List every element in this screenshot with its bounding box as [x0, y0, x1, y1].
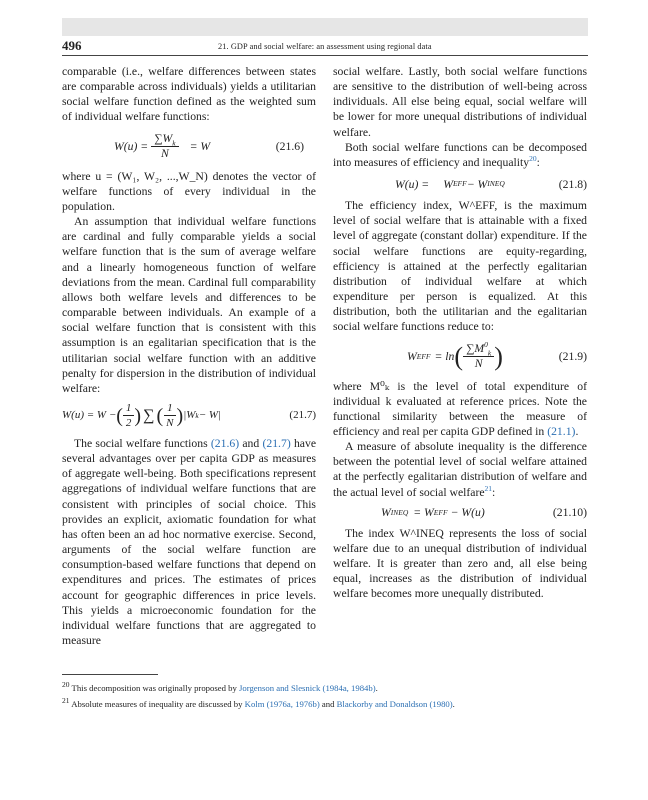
footnote-rule	[62, 674, 158, 675]
equation-link[interactable]: (21.1)	[547, 424, 576, 438]
eq-fraction: $\frac{1}{N}$	[163, 401, 176, 430]
equation-number: (21.7)	[289, 409, 316, 422]
eq-denominator: N	[161, 147, 169, 161]
header-bar	[62, 18, 588, 36]
footnote-ref[interactable]: 21	[484, 483, 493, 493]
eq-rhs: = W	[189, 140, 211, 154]
equation-21-10: W INEQ = W EFF − W(u) (21.10)	[381, 506, 587, 520]
left-column	[62, 64, 316, 648]
paragraph: comparable (i.e., welfare differences between states are comparable across individuals) yields a utilitarian social welfare function defined as the weighted sum of individual welfare functions:	[62, 65, 316, 124]
equation-number: (21.8)	[558, 177, 587, 191]
page-number: 496	[62, 38, 82, 53]
eq-fraction: $\frac{1}{2}$	[123, 401, 135, 430]
equation-number: (21.10)	[552, 506, 587, 520]
eq-sum: ∑	[143, 407, 155, 425]
header-rule	[62, 55, 588, 56]
paragraph: where u = (W₁, W₂, ...,W_N) denotes the vector of welfare functions of every individual in the population.	[62, 169, 316, 213]
eq-lhs: W(u) =	[114, 140, 149, 154]
paragraph: A measure of absolute inequality is the difference between the potential level of social welfare attained at the perfectly egalitarian distribution of welfare and the actual level of social welfare$^{21}$:	[333, 440, 587, 499]
equation-number: (21.6)	[275, 140, 304, 154]
citation-link[interactable]: Kolm (1976a, 1976b)	[244, 699, 320, 709]
equation-21-6	[62, 125, 316, 169]
equation-number: (21.9)	[558, 349, 587, 363]
paragraph: where M⁰ₖ is the level of total expenditure of individual k evaluated at reference prices. Note the functional similarity between the measure of efficiency and real per capita GDP defined in (21.1).	[333, 379, 587, 438]
paragraph: The social welfare functions (21.6) and (21.7) have several advantages over per capita GDP as measures of aggregate well-being. Both specifications represent aggregations of individual welfare functions that are consistent with principles of social choice. This provides an explicit, axiomatic foundation for what has often been an ad hoc normative exercise. Second, arguments of the social welfare function are consumption-based welfare functions that depend on expenditures and prices. The estimates of prices account for geographic differences in price levels. This yields a microeconomic foundation for the individual welfare functions that are aggregated to measure	[62, 436, 317, 647]
equation-21-7: W(u) = W − ( $\frac{1}{2}$ ) ∑ ( $\frac{1}{N}$ ) |W k − W| (21.7)	[62, 402, 316, 430]
equation-link[interactable]: (21.7)	[262, 436, 291, 450]
footnote-21: $^{21}$ Absolute measures of inequality are discussed by Kolm (1976a, 1976b) and Blackorby and Donaldson (1980).	[62, 696, 455, 709]
paragraph: The index W^INEQ represents the loss of social welfare due to an unequal distribution of individual welfare. It is greater than zero and, all else being equal, increases as the distribution of individual welfare becomes more unequally distributed.	[333, 526, 587, 601]
footnote-20: $^{20}$ This decomposition was originally proposed by Jorgenson and Slesnick (1984a, 1984b).	[62, 680, 378, 693]
footnote-ref[interactable]: 20	[529, 154, 537, 164]
eq-fraction: $\frac{\sum M^0_k}{N}$	[463, 342, 494, 371]
equation-21-9: W EFF = ln ( $\frac{\sum M^0_k}{N}$ ) (21.9)	[407, 340, 587, 371]
equation-link[interactable]: (21.6)	[210, 436, 240, 450]
paragraph: social welfare. Lastly, both social welfare functions are sensitive to the distribution of well-being across individuals. All else being equal, social welfare will be lower for more unequal distributions of individual welfare.	[333, 65, 587, 139]
running-title: 21. GDP and social welfare: an assessment using regional data	[218, 42, 432, 51]
eq-numerator: $\sum W_k$	[151, 132, 178, 147]
paragraph: An assumption that individual welfare functions are cardinal and fully comparable yields a social welfare function that is the sum of average welfare and a linearly homogeneous function of welfare deviations from the mean. Cardinal full comparability allows both welfare levels and differences to be comparable between individuals. An example of a social welfare function that is consistent with this assumption is an egalitarian specification that is the utilitarian social welfare function with an additive penalty for dispersion in the distribution of individual welfare:	[62, 215, 316, 395]
citation-link[interactable]: Jorgenson and Slesnick (1984a, 1984b)	[238, 683, 376, 693]
right-column	[333, 64, 587, 602]
eq-fraction	[151, 132, 178, 161]
eq-lhs: W(u) = W −	[62, 409, 117, 422]
paragraph: Both social welfare functions can be decomposed into measures of efficiency and inequality$^{20}$:	[333, 140, 587, 169]
citation-link[interactable]: Blackorby and Donaldson (1980)	[336, 699, 453, 709]
paragraph: The efficiency index, W^EFF, is the maximum level of social welfare that is attainable with a fixed level of aggregate (constant dollar) expenditure. If the social welfare functions are equity-regarding, efficiency is attained at the perfectly egalitarian distribution of individual welfare at which expenditure per person is equalized. At this distribution, both the utilitarian and the egalitarian social welfare functions reduce to:	[333, 199, 587, 334]
equation-21-8: W(u) = W EFF − W INEQ (21.8)	[395, 177, 587, 191]
